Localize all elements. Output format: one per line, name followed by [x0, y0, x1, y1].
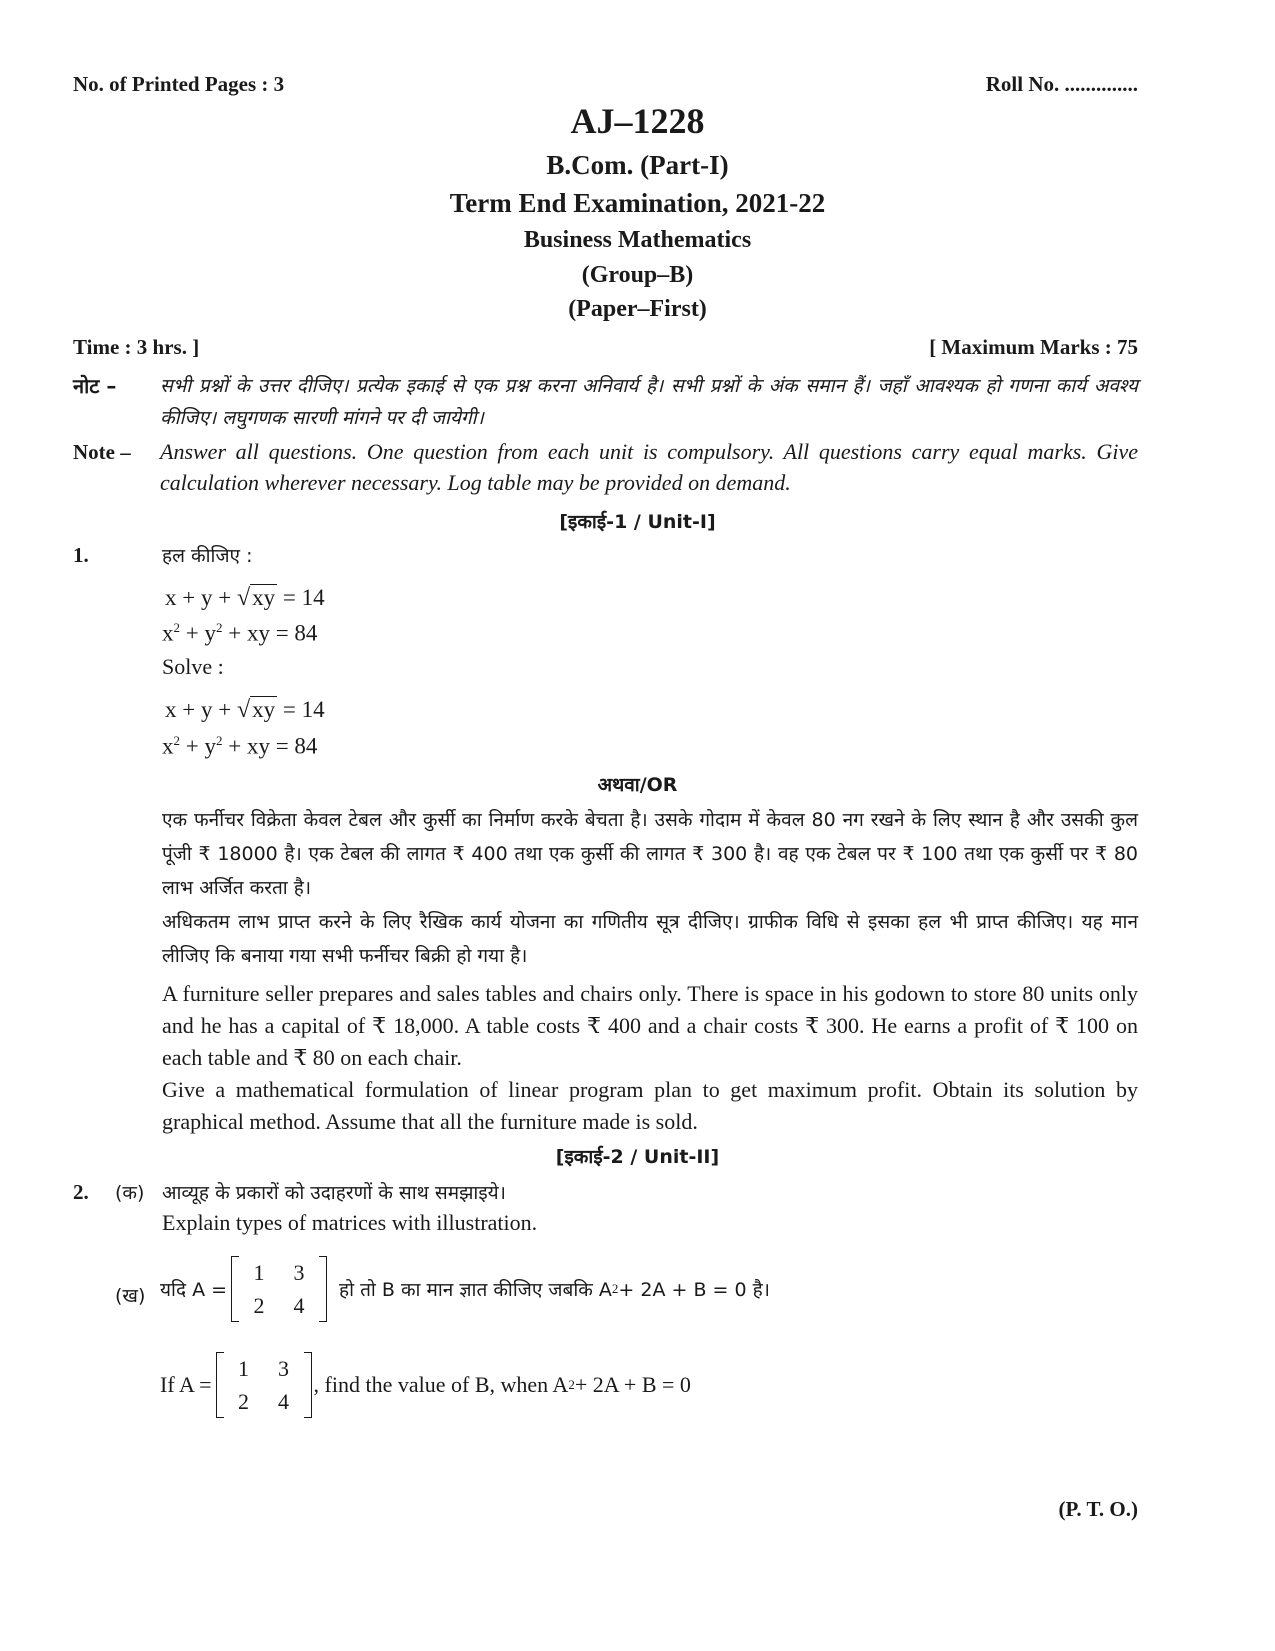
note-english-label: Note –: [73, 440, 131, 464]
solve-hindi: हल कीजिए :: [162, 545, 253, 567]
matrix-a-english: 1 3 2 4: [216, 1352, 312, 1418]
paper-title: (Paper–First): [568, 296, 707, 322]
equation-1-english: x + y + √xy = 14: [165, 697, 325, 723]
time-allowed: Time : 3 hrs. ]: [73, 335, 200, 359]
part-a-english: Explain types of matrices with illustration.: [162, 1210, 538, 1235]
equation-1: x + y + √xy = 14: [165, 585, 325, 611]
part-b-english: If A = 1 3 2 4 , find the value of B, when A 2 + 2A + B = 0: [160, 1350, 691, 1420]
q1-or-english-para-1: A furniture seller prepares and sales tables and chairs only. There is space in his godown to store 80 units only and he has a capital of ₹ 18,000. A table costs ₹ 400 and a chair costs ₹ 300. He earns a profit of ₹ 100 on each table and ₹ 80 on each chair.: [162, 981, 1138, 1070]
part-b-hindi: यदि A = 1 3 2 4 हो तो B का मान ज्ञात कीजिए जबकि A 2 + 2A + B = 0 है।: [160, 1254, 770, 1324]
group-title: (Group–B): [581, 262, 694, 288]
part-a-label: (क): [115, 1182, 145, 1204]
printed-pages: No. of Printed Pages : 3: [73, 72, 285, 96]
course-title: B.Com. (Part-I): [546, 150, 729, 180]
q1-or-english-para-2: Give a mathematical formulation of linear program plan to get maximum profit. Obtain its solution by graphical method. Assume that all the furniture made is sold.: [162, 1077, 1138, 1134]
matrix-a: 1 3 2 4: [231, 1256, 327, 1322]
unit-2-heading: [इकाई-2 / Unit-II]: [555, 1146, 720, 1168]
part-b-label: (ख): [115, 1285, 146, 1307]
q1-or-hindi-para-1: एक फर्नीचर विक्रेता केवल टेबल और कुर्सी का निर्माण करके बेचता है। उसके गोदाम में केवल 80 नग रखने के लिए स्थान है और उसकी कुल पूंजी ₹ 18000 है। एक टेबल की लागत ₹ 400 तथा एक कुर्सी की लागत ₹ 300 है। वह एक टेबल पर ₹ 100 तथा एक कुर्सी पर ₹ 80 लाभ अर्जित करता है।: [162, 809, 1138, 899]
solve-english: Solve :: [162, 654, 224, 679]
roll-no: Roll No. ..............: [985, 72, 1138, 96]
unit-1-heading: [इकाई-1 / Unit-I]: [559, 511, 716, 533]
note-hindi-text: सभी प्रश्नों के उत्तर दीजिए। प्रत्येक इकाई से एक प्रश्न करना अनिवार्य है। सभी प्रश्नों के अंक समान हैं। जहाँ आवश्यक हो गणना कार्य अवश्य कीजिए। लघुगणक सारणी मांगने पर दी जायेगी।: [160, 375, 1138, 429]
or-separator: अथवा/OR: [597, 774, 678, 796]
question-2-number: 2.: [73, 1180, 89, 1204]
please-turn-over: (P. T. O.): [1058, 1497, 1138, 1521]
maximum-marks: [ Maximum Marks : 75: [929, 335, 1138, 359]
q1-or-hindi-para-2: अधिकतम लाभ प्राप्त करने के लिए रैखिक कार्य योजना का गणितीय सूत्र दीजिए। ग्राफीक विधि से इसका हल भी प्राप्त कीजिए। यह मान लीजिए कि बनाया गया सभी फर्नीचर बिक्री हो गया है।: [162, 911, 1138, 967]
note-hindi-label: नोट –: [73, 374, 117, 398]
equation-2-english: $x^2 + y^2$ + xy = 84: [162, 733, 318, 759]
part-a-hindi: आव्यूह के प्रकारों को उदाहरणों के साथ समझाइये।: [162, 1182, 506, 1204]
paper-code: AJ–1228: [570, 101, 705, 141]
equation-2: $x^2 + y^2$ + xy = 84: [162, 620, 318, 646]
subject-title: Business Mathematics: [523, 227, 752, 253]
exam-title: Term End Examination, 2021-22: [449, 188, 826, 218]
question-1-number: 1.: [73, 543, 89, 567]
note-english-text: Answer all questions. One question from each unit is compulsory. All questions carry equal marks. Give calculation wherever necessary. Log table may be provided on demand.: [160, 439, 1138, 495]
